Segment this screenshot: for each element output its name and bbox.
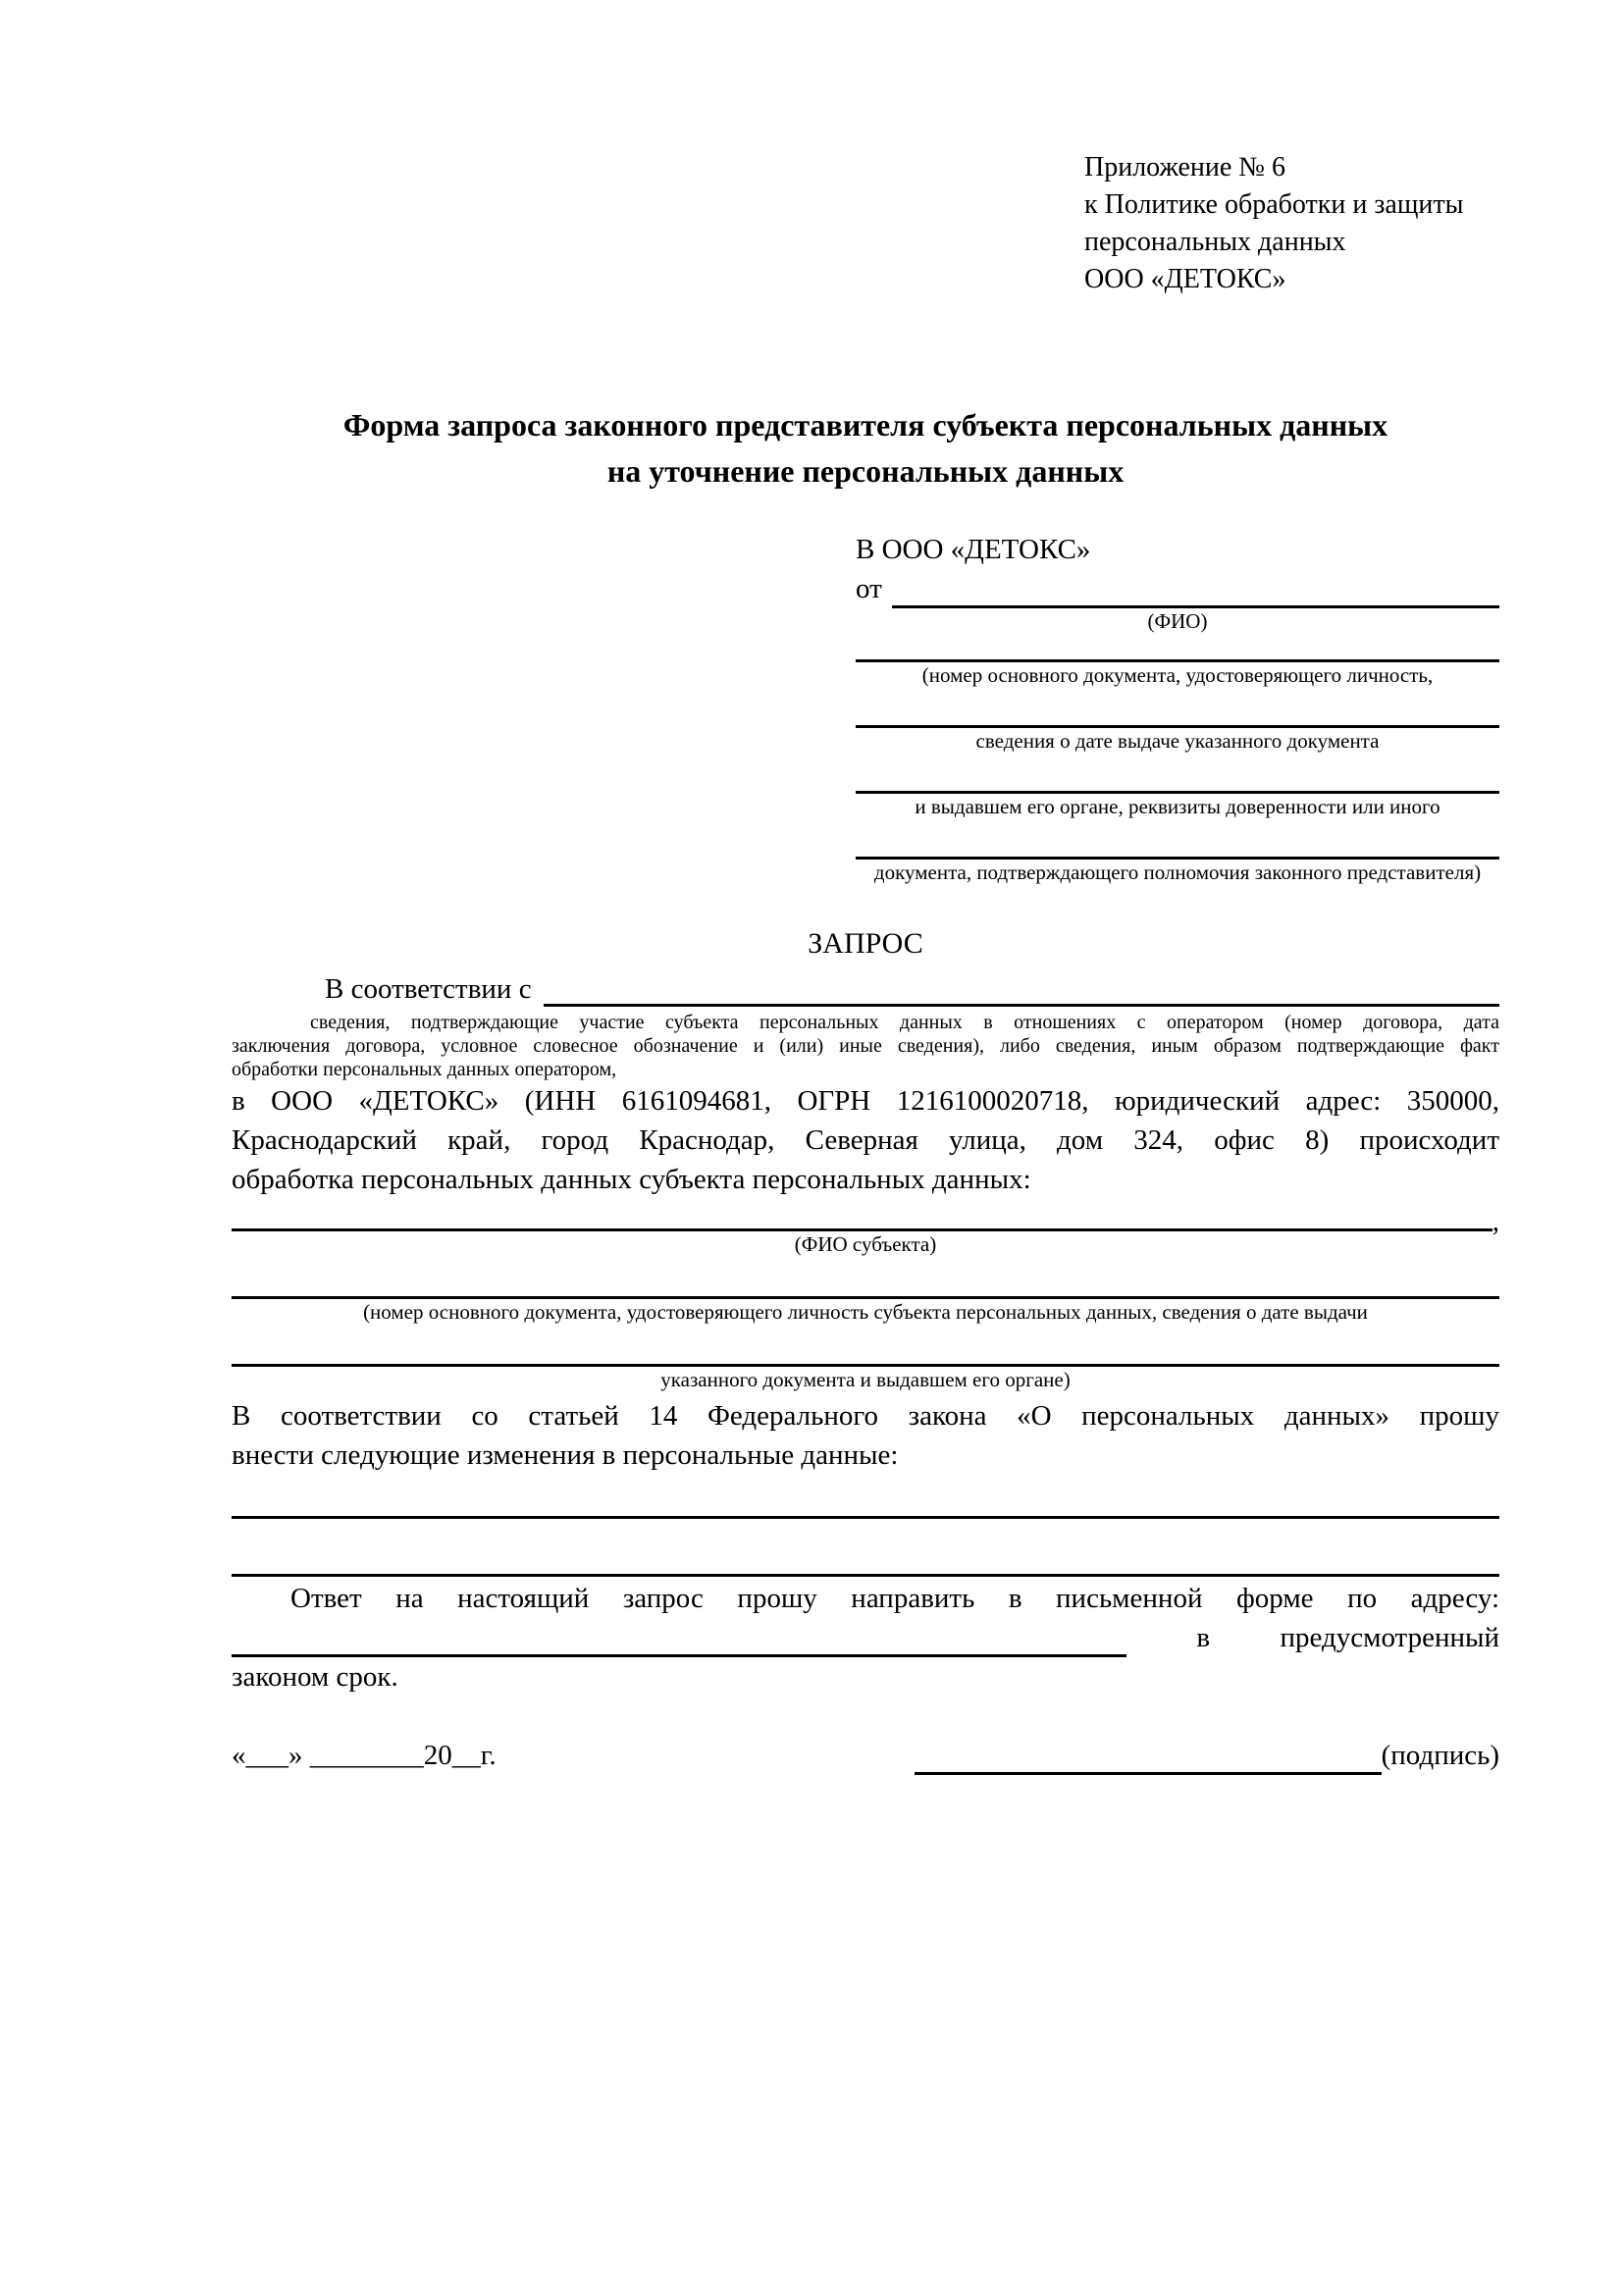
addressee-to: В ООО «ДЕТОКС»: [856, 534, 1091, 565]
answer-paragraph: [232, 1579, 1499, 1696]
accordance-row: [232, 971, 1499, 1007]
blank-line: [856, 634, 1499, 662]
blank-line: [856, 819, 1499, 860]
paragraph-line: обработка персональных данных субъекта персональных данных:: [232, 1164, 1031, 1195]
answer-tail-word: предусмотренный: [1280, 1622, 1499, 1653]
article-paragraph: [232, 1396, 1499, 1475]
field-caption: (номер основного документа, удостоверяющего личность субъекта персональных данных, сведения о дате выдачи: [363, 1300, 1368, 1324]
blank-line: [232, 1621, 1126, 1657]
paragraph-line: В соответствии со статьей 14 Федерального закона «О персональных данных» прошу: [232, 1400, 1499, 1432]
paragraph-line: законом срок.: [232, 1661, 398, 1693]
page-title-line1: Форма запроса законного представителя субъекта персональных данных: [342, 407, 1388, 443]
addressee-field: [856, 819, 1499, 885]
subject-fio-row: [232, 1206, 1499, 1237]
blank-line: [856, 754, 1499, 794]
appendix-note: [1084, 0, 1499, 298]
annotation-line: заключения договора, условное словесное обозначение и (или) иные сведения), либо сведения, иным образом подтверждающие факт: [232, 1035, 1499, 1057]
accordance-lead: В соответствии с: [325, 973, 532, 1005]
operator-paragraph: [232, 1081, 1499, 1199]
blank-line: [232, 1257, 1499, 1299]
addressee-block: [856, 530, 1499, 885]
blank-line: [856, 688, 1499, 728]
signature-row: [232, 1736, 1499, 1775]
page-title-line2: на уточнение персональных данных: [606, 453, 1125, 489]
paragraph-line: Краснодарский край, город Краснодар, Северная улица, дом 324, офис 8) происходит: [232, 1124, 1499, 1156]
answer-address-row: [232, 1618, 1499, 1657]
paragraph-line: внести следующие изменения в персональные данные:: [232, 1439, 899, 1471]
signature-caption: (подпись): [1381, 1740, 1499, 1771]
field-caption: (ФИО субъекта): [794, 1232, 937, 1256]
addressee-field: [856, 634, 1499, 688]
addressee-from-row: [856, 569, 1499, 608]
annotation-line: обработки персональных данных оператором,: [232, 1059, 617, 1080]
signature-line: [915, 1739, 1382, 1775]
addressee-field: [856, 688, 1499, 754]
paragraph-line: Ответ на настоящий запрос прошу направить в письменной форме по адресу:: [290, 1583, 1499, 1614]
appendix-line: персональных данных: [1084, 227, 1346, 257]
date-placeholder: «___» ________20__г.: [232, 1740, 497, 1771]
blank-line: [232, 1325, 1499, 1367]
request-heading: ЗАПРОС: [808, 927, 923, 960]
addressee-field: [856, 754, 1499, 819]
paragraph-line: в ООО «ДЕТОКС» (ИНН 6161094681, ОГРН 1216100020718, юридический адрес: 350000,: [232, 1085, 1499, 1117]
blank-line: [544, 1004, 1499, 1007]
page-title: [232, 402, 1499, 495]
field-caption: указанного документа и выдавшем его органе): [660, 1368, 1071, 1391]
field-caption: (номер основного документа, удостоверяющего личность,: [921, 663, 1434, 687]
field-caption: сведения о дате выдаче указанного документа: [975, 729, 1380, 753]
blank-line: [232, 1519, 1499, 1577]
annotation-line: сведения, подтверждающие участие субъекта персональных данных в отношениях с оператором (номер договора, дата: [310, 1012, 1499, 1033]
field-caption: документа, подтверждающего полномочия законного представителя): [873, 861, 1482, 884]
accordance-annotation: [232, 1011, 1499, 1081]
field-caption: (ФИО): [1147, 609, 1208, 633]
appendix-line: ООО «ДЕТОКС»: [1084, 264, 1286, 294]
trailing-comma: ,: [1492, 1206, 1499, 1237]
signature-area: [915, 1736, 1499, 1775]
appendix-line: Приложение № 6: [1084, 152, 1285, 183]
answer-tail-word: в: [1196, 1622, 1211, 1653]
blank-line: [232, 1475, 1499, 1519]
appendix-line: к Политике обработки и защиты: [1084, 189, 1464, 220]
field-caption: и выдавшем его органе, реквизиты доверенности или иного: [915, 795, 1440, 818]
from-label: от: [856, 573, 882, 604]
